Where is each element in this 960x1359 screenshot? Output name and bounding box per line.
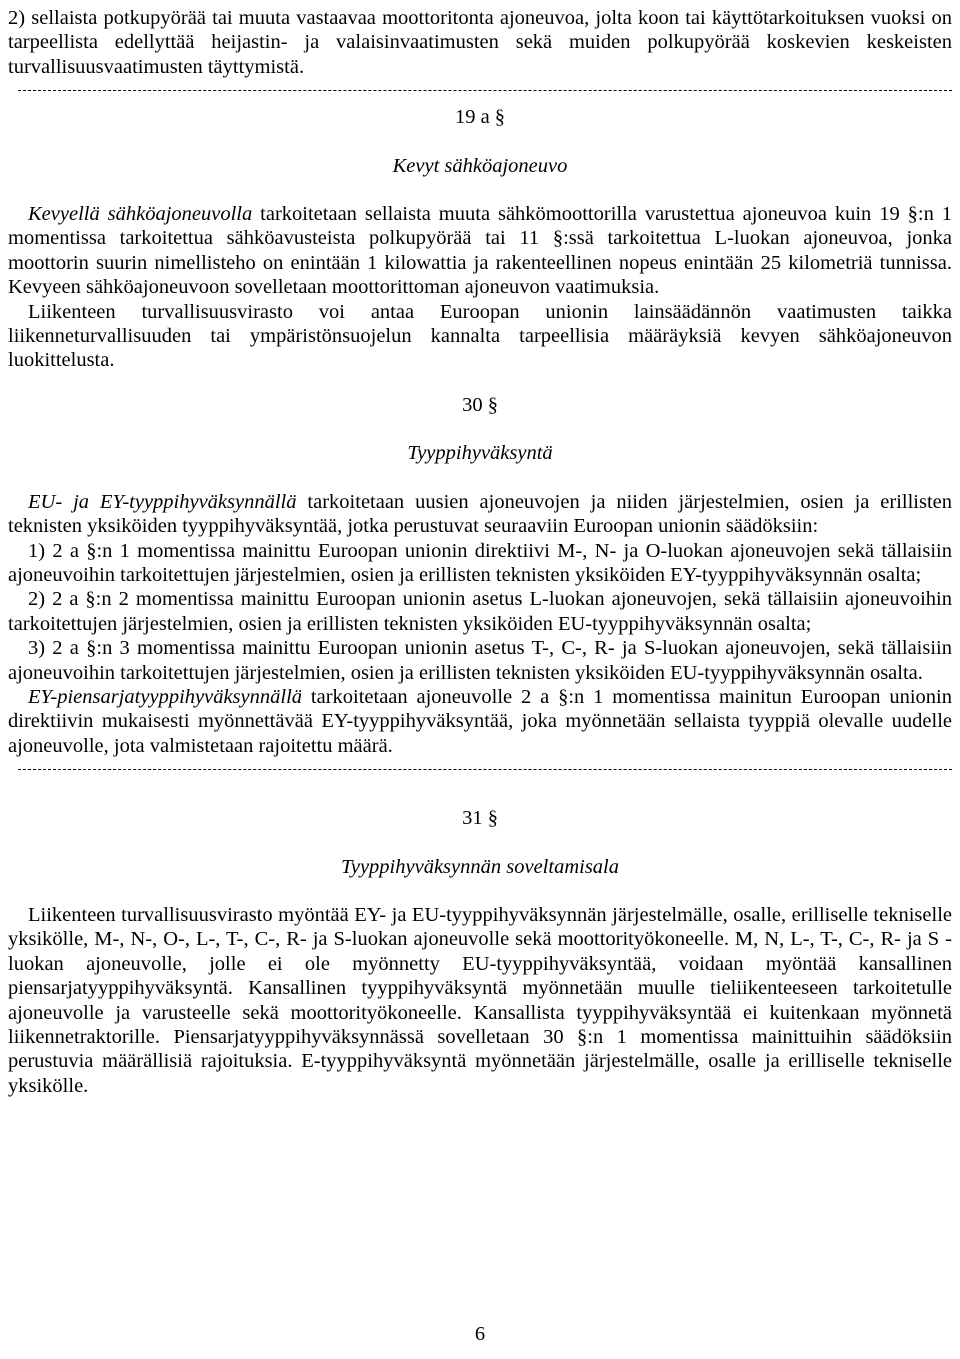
section-19a (8, 105, 952, 373)
section-number: 19 a § (454, 106, 506, 129)
section-number: 30 § (462, 393, 498, 416)
section-paragraph: Liikenteen turvallisuusvirasto voi antaa Euroopan unionin lainsäädännön vaatimusten taikka liikenneturvallisuuden tai ympäristönsuojelun kannalta tarpeellisia määräyksiä kevyen sähköajoneuvon luokittelusta. (8, 300, 952, 372)
section-30 (8, 393, 952, 758)
list-item-3: 3) 2 a §:n 3 momentissa mainittu Euroopan unionin asetus T-, C-, R- ja S-luokan ajoneuvojen, sekä tällaisiin ajoneuvoihin tarkoitettujen järjestelmien, osien ja erillisten teknisten yksiköiden EU-tyyppihyväksynnän osalta. (8, 637, 952, 684)
list-item-1: 1) 2 a §:n 1 momentissa mainittu Euroopan unionin direktiivi M-, N- ja O-luokan ajoneuvojen sekä tällaisiin ajoneuvoihin tarkoitettujen järjestelmien, osien ja erillisten teknisten yksiköiden EY-tyyppihyväksynnän osalta; (8, 539, 952, 586)
paragraph-text: tarkoitetaan uusien ajoneuvojen ja niiden järjestelmien, osien ja erillisten teknisten yksiköiden tyyppihyväksyntää, jotka perustuvat seuraaviin Euroopan unionin säädöksiin: (8, 490, 953, 538)
section-title: Tyyppihyväksynnän soveltamisala (340, 855, 619, 878)
amendment-separator-bottom (18, 758, 952, 782)
section-31 (8, 806, 952, 1098)
list-item-2: 2) 2 a §:n 2 momentissa mainittu Euroopan unionin asetus L-luokan ajoneuvojen, sekä tällaisiin ajoneuvoihin tarkoitettujen järjestelmien, osien ja erillisten teknisten yksiköiden EU-tyyppihyväksynnän osalta; (8, 588, 952, 635)
document-page (8, 6, 952, 1098)
paragraph-text: tarkoitetaan ajoneuvolle 2 a §:n 1 momentissa mainitun Euroopan unionin direktiivin mukaisesti myönnettävää EY-tyyppihyväksyntää, joka myönnetään sellaista tyyppiä olevalle uudelle ajoneuvolle, jota valmistetaan rajoitettu määrä. (8, 685, 952, 757)
section-number: 31 § (462, 807, 498, 830)
defined-term: EY-piensarjatyyppihyväksynnällä (28, 685, 303, 708)
intro-list-item-2: 2) sellaista potkupyörää tai muuta vastaavaa moottoritonta ajoneuvoa, jolta koon tai käyttötarkoituksen vuoksi on tarpeellista edellyttää heijastin- ja valaisinvaatimusten sekä muiden polkupyörää koskevien keskeisten turvallisuusvaatimusten täyttymistä. (8, 7, 952, 78)
defined-term: Kevyellä sähköajoneuvolla (28, 203, 253, 226)
section-paragraph (8, 490, 952, 539)
defined-term: EU- ja EY-tyyppihyväksynnällä (28, 490, 297, 513)
section-paragraph: Liikenteen turvallisuusvirasto myöntää EY- ja EU-tyyppihyväksynnän järjestelmälle, osalle, erilliselle tekniselle yksikölle, M-, N-, O-, L-, T-, C-, R- ja S-luokan ajoneuvolle sekä moottorityökoneelle. M, N, L-, T-, C-, R- ja S -luokan ajoneuvolle, jolle ei ole myönnetty EU-tyyppihyväksyntää, voidaan myöntää kansallinen piensarjatyyppihyväksyntä. Kansallinen tyyppihyväksyntä myönnetään muulle tieliikenteeseen tarkoitetulle ajoneuvolle ja varusteelle sekä moottorityökoneelle. Kansallista tyyppihyväksyntää ei kuitenkaan myönnetä liikennetraktorille. Piensarjatyyppihyväksynnässä sovelletaan 30 §:n 1 momentissa mainittuihin säädöksiin perustuvia määrällisiä rajoituksia. E-tyyppihyväksyntä myönnetään järjestelmälle, osalle ja erilliselle tekniselle yksikölle. (8, 903, 952, 1097)
page-number: 6 (474, 1323, 486, 1345)
section-title: Tyyppihyväksyntä (407, 442, 553, 465)
section-title: Kevyt sähköajoneuvo (392, 154, 568, 177)
paragraph-text: tarkoitetaan sellaista muuta sähkömoottorilla varustettua ajoneuvoa kuin 19 §:n 1 momentissa tarkoitettua sähköavusteista polkupyörää tai 11 §:ssä tarkoitettua L-luokan ajoneuvoa, jonka moottorin suurin nimellisteho on enintään 1 kilowattia ja rakenteellinen nopeus enintään 25 kilometriä tunnissa. Kevyeen sähköajoneuvoon sovelletaan moottorittoman ajoneuvon vaatimuksia. (8, 203, 952, 299)
section-paragraph (8, 202, 952, 300)
amendment-separator-top (18, 79, 952, 103)
section-paragraph (8, 685, 952, 758)
